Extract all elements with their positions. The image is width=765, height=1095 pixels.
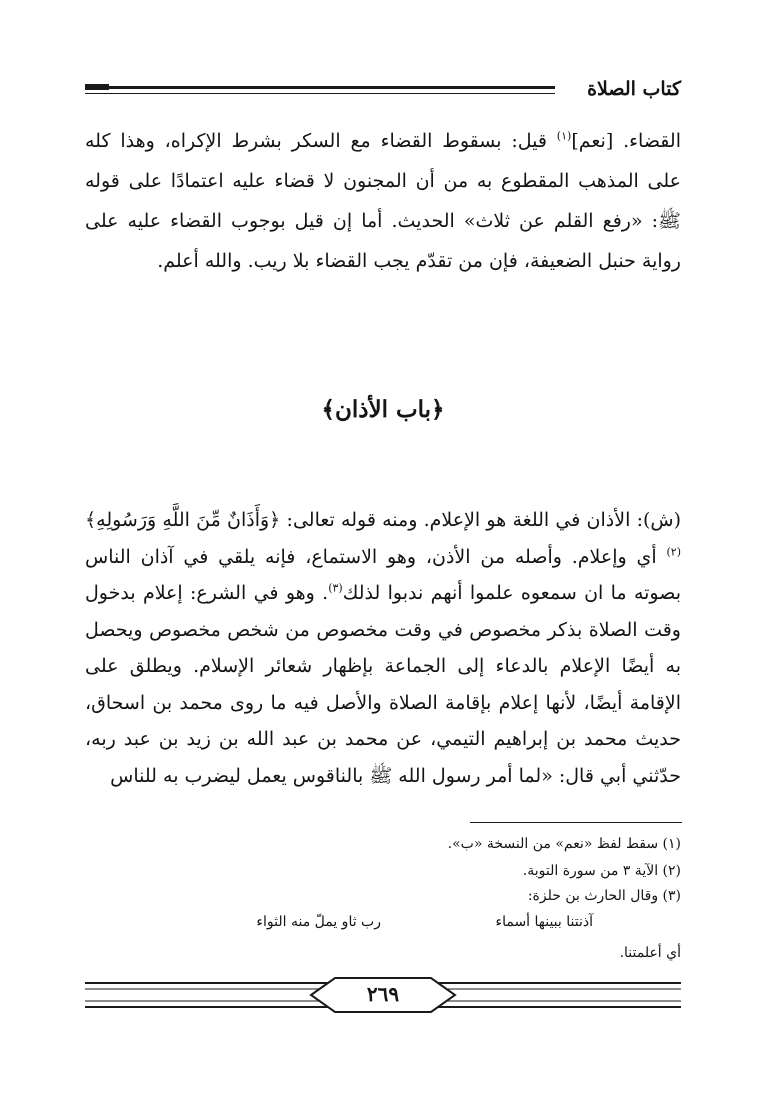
p1-text-rest: قيل: بسقوط القضاء مع السكر بشرط الإكراه، وهذا كله على المذهب المقطوع به من أن المجنون لا قضاء عليه اعتمادًا على قوله ﷺ: «رفع القلم عن ثلاث» الحديث. أما إن قيل بوجوب القضاء عليه على رواية حنبل الضعيفة، فإن من تقدّم يجب القضاء بلا ريب. والله أعلم. [85, 130, 681, 272]
footnote-ref-2: (٢) [666, 545, 681, 559]
poem-first-hemistich: آذنتنا ببينها أسماء [495, 914, 593, 930]
p2-text-part1: (ش): الأذان في اللغة هو الإعلام. ومنه قوله تعالى: ﴿وَأَذَانٌ مِّنَ اللَّهِ وَرَسُولِهِ﴾ [85, 509, 681, 531]
footnote-3: (٣) وقال الحارث بن حلزة: [527, 888, 681, 904]
page-number: ٢٦٩ [366, 982, 400, 1006]
footnote-ref-3: (٣) [328, 581, 343, 595]
footnote-2: (٢) الآية ٣ من سورة التوبة. [522, 863, 681, 879]
poem-second-hemistich: رب ثاو يملّ منه الثواء [256, 914, 381, 930]
footnote-separator [470, 822, 682, 823]
p1-text-start: القضاء. [نعم] [571, 130, 681, 152]
footnote-ref-1: (١) [556, 129, 572, 143]
p2-text-part2: أي وإعلام. وأصله من الأذن، وهو الاستماع، فإنه يلقي في آذان الناس بصوته ما ان سمعوه علموا أنهم ندبوا لذلك [85, 545, 681, 604]
header-title: كتاب الصلاة [587, 78, 681, 100]
running-header [85, 78, 681, 102]
p2-text-part3: . وهو في الشرع: إعلام بدخول وقت الصلاة بذكر مخصوص في وقت مخصوص من شخص مخصوص ويحصل به أيضًا الإعلام بالدعاء إلى الجماعة بإظهار شعائر الإسلام. ويطلق على الإقامة أيضًا، لأنها إعلام بإقامة الصلاة والأصل فيه ما روى محمد بن اسحاق، حديث محمد بن إبراهيم التيمي، عن محمد بن عبد الله بن زيد بن عبد ربه، حدّثني أبي قال: «لما أمر رسول الله ﷺ بالناقوس يعمل ليضرب به للناس [85, 582, 681, 787]
paragraph-adhan [85, 502, 681, 794]
header-rule-thick [85, 86, 555, 89]
footnote-3-explanation: أي أعلمتنا. [619, 945, 681, 961]
footnote-1: (١) سقط لفظ «نعم» من النسخة «ب». [447, 836, 681, 852]
header-ornament [85, 84, 109, 94]
header-rule-thin [85, 93, 555, 94]
paragraph-continuation [85, 121, 681, 281]
page-number-ornament [85, 975, 681, 1015]
chapter-title: ﴿باب الأذان﴾ [321, 396, 445, 423]
